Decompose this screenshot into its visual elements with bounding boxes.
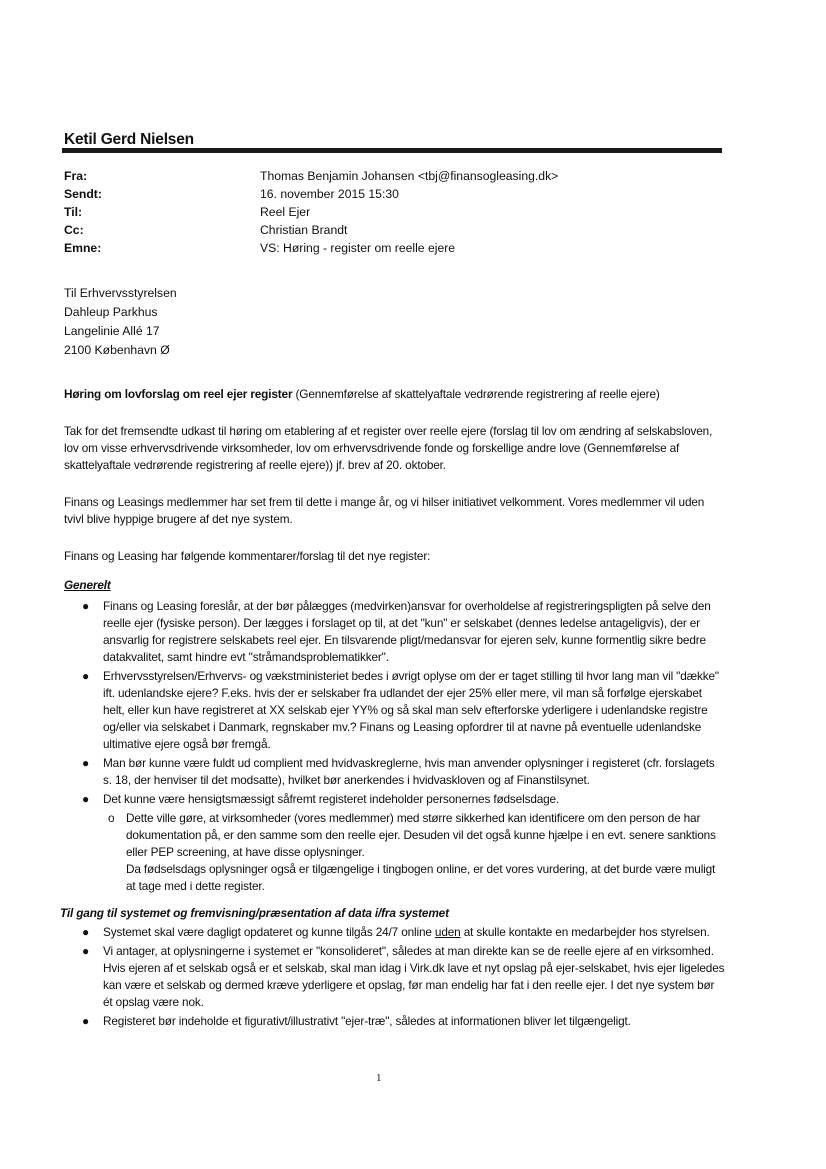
paragraph: Tak for det fremsendte udkast til høring om etablering af et register over reelle ejere (forslag til lov om ændring af selskabsloven, lov om visse erhvervsdrivende virksomheder, lov om erhvervsdrivende fonde og forskellige andre love (Gennemførelse af skattelyaftale vedrørende registrering af reelle ejere)) jf. brev af 20. oktober. bbox=[64, 424, 713, 472]
list-item bbox=[82, 943, 726, 1011]
header-value-subject: VS: Høring - register om reelle ejere bbox=[260, 241, 456, 255]
list-item-text: Vi antager, at oplysningerne i systemet er "konsolideret", således at man direkte kan se de reelle ejere af en virksomhed. Hvis ejeren af et selskab også er et selskab, skal man idag i Virk.dk lave et nyt opslag på ejer-selskabet, hvis ejer ligeledes kan være et selskab og dermed kræve yderligere et opslag, før man endelig har fat i den reelle ejer. I det nye system bør ét opslag være nok. bbox=[103, 944, 725, 1009]
subject-line bbox=[64, 386, 726, 403]
header-key: Emne: bbox=[64, 241, 102, 255]
header-row-subject bbox=[64, 239, 724, 257]
address-line: Til Erhvervsstyrelsen bbox=[64, 286, 177, 300]
section-heading-access: Til gang til systemet og fremvisning/præsentation af data i/fra systemet bbox=[60, 906, 449, 920]
sub-bullet-icon: o bbox=[108, 811, 115, 825]
list-item-text: Man bør kunne være fuldt ud complient med hvidvaskreglerne, hvis man anvender oplysninger i registeret (cfr. forslagets s. 18, der henviser til det modsatte), hvilket bør anerkendes i hvidvaskloven og af Finanstilsynet. bbox=[103, 756, 715, 787]
header-divider bbox=[62, 148, 722, 153]
list-item bbox=[82, 1013, 726, 1030]
header-key: Fra: bbox=[64, 169, 88, 183]
sub-list-item-text: Dette ville gøre, at virksomheder (vores medlemmer) med større sikkerhed kan identificere om den person de har dokumentation på, er den samme som den reelle ejer. Desuden vil det også kunne hjælpe i en evt. senere sanktions eller PEP screening, at have disse oplysninger. bbox=[126, 811, 716, 859]
subject-bold: Høring om lovforslag om reel ejer register bbox=[64, 387, 293, 401]
header-value-sent: 16. november 2015 15:30 bbox=[260, 187, 399, 201]
list-item bbox=[82, 755, 726, 789]
bullet-icon: ● bbox=[82, 756, 90, 770]
header-key: Sendt: bbox=[64, 187, 102, 201]
bullet-icon: ● bbox=[82, 925, 90, 939]
list-item-text: Finans og Leasing foreslår, at der bør pålægges (medvirken)ansvar for overholdelse af registreringspligten på selve den reelle ejer (fysiske person). Der lægges i forslaget op til, at det "kun" er selskabet (dennes ledelse antageligvis), der er ansvarlig for registrere selskabets reel ejer. En tilsvarende pligt/medansvar for ejeren selv, kunne formentlig sikre bedre datakvalitet, samt hindre evt "stråmandsproblematikker". bbox=[103, 599, 711, 664]
header-key: Til: bbox=[64, 205, 83, 219]
header-value-cc: Christian Brandt bbox=[260, 223, 348, 237]
bullet-icon: ● bbox=[82, 599, 90, 613]
bullet-list-access bbox=[64, 924, 726, 1030]
bullet-icon: ● bbox=[82, 669, 90, 683]
header-row-to bbox=[64, 203, 724, 221]
list-item-text: Det kunne være hensigtsmæssigt såfremt registeret indeholder personernes fødselsdage. bbox=[103, 792, 560, 806]
header-value-from: Thomas Benjamin Johansen <tbj@finansogleasing.dk> bbox=[260, 169, 559, 183]
address-line: Langelinie Allé 17 bbox=[64, 324, 160, 338]
sub-list-continuation: Da fødselsdags oplysninger også er tilgængelige i tingbogen online, er det vores vurdering, at det burde være muligt at tage med i dette register. bbox=[126, 862, 716, 893]
page-number: 1 bbox=[376, 1072, 382, 1084]
address-line: 2100 København Ø bbox=[64, 343, 170, 357]
header-row-sent bbox=[64, 185, 724, 203]
sub-list-item bbox=[108, 810, 726, 861]
list-item bbox=[82, 791, 726, 808]
list-item bbox=[82, 598, 726, 666]
bullet-list-general bbox=[64, 598, 726, 808]
recipient-address bbox=[64, 284, 177, 360]
address-line: Dahleup Parkhus bbox=[64, 305, 158, 319]
list-item bbox=[82, 668, 726, 753]
list-item bbox=[82, 924, 726, 941]
bullet-icon: ● bbox=[82, 944, 90, 958]
header-value-to: Reel Ejer bbox=[260, 205, 311, 219]
paragraph: Finans og Leasings medlemmer har set frem til dette i mange år, og vi hilser initiativet velkomment. Vores medlemmer vil uden tvivl blive hyppige brugere af det nye system. bbox=[64, 495, 705, 526]
header-row-cc bbox=[64, 221, 724, 239]
letter-body bbox=[60, 386, 726, 1032]
subject-rest: (Gennemførelse af skattelyaftale vedrørende registrering af reelle ejere) bbox=[292, 387, 660, 401]
list-item-text: at skulle kontakte en medarbejder hos styrelsen. bbox=[460, 925, 710, 939]
header-row-from bbox=[64, 167, 724, 185]
list-item-text: Systemet skal være dagligt opdateret og kunne tilgås 24/7 online bbox=[103, 925, 435, 939]
list-item-text: Registeret bør indeholde et figurativt/illustrativt "ejer-træ", således at informationen bliver let tilgængeligt. bbox=[103, 1014, 631, 1028]
header-key: Cc: bbox=[64, 223, 84, 237]
bullet-icon: ● bbox=[82, 792, 90, 806]
email-header bbox=[64, 167, 724, 257]
section-heading-generelt: Generelt bbox=[64, 578, 111, 592]
sender-name: Ketil Gerd Nielsen bbox=[64, 131, 194, 148]
list-item-text: Erhvervsstyrelsen/Erhvervs- og vækstministeriet bedes i øvrigt oplyse om der er taget stilling til hvor lang man vil "dække" ift. udenlandske ejere? F.eks. hvis der er selskaber fra udlandet der ejer 25% eller mere, vil man så forfølge ejerskabet helt, eller kun have registreret at XX selskab ejer YY% og så skal man selv efterforske yderligere i udenlandske registre og/eller via selskabet i Danmark, regnskaber mv.? Finans og Leasing opfordrer til at navne på eventuelle udenlandske ultimative ejere også bør fremgå. bbox=[103, 669, 719, 751]
underlined-word: uden bbox=[434, 925, 461, 939]
paragraph: Finans og Leasing har følgende kommentarer/forslag til det nye register: bbox=[64, 549, 431, 563]
bullet-icon: ● bbox=[82, 1014, 90, 1028]
